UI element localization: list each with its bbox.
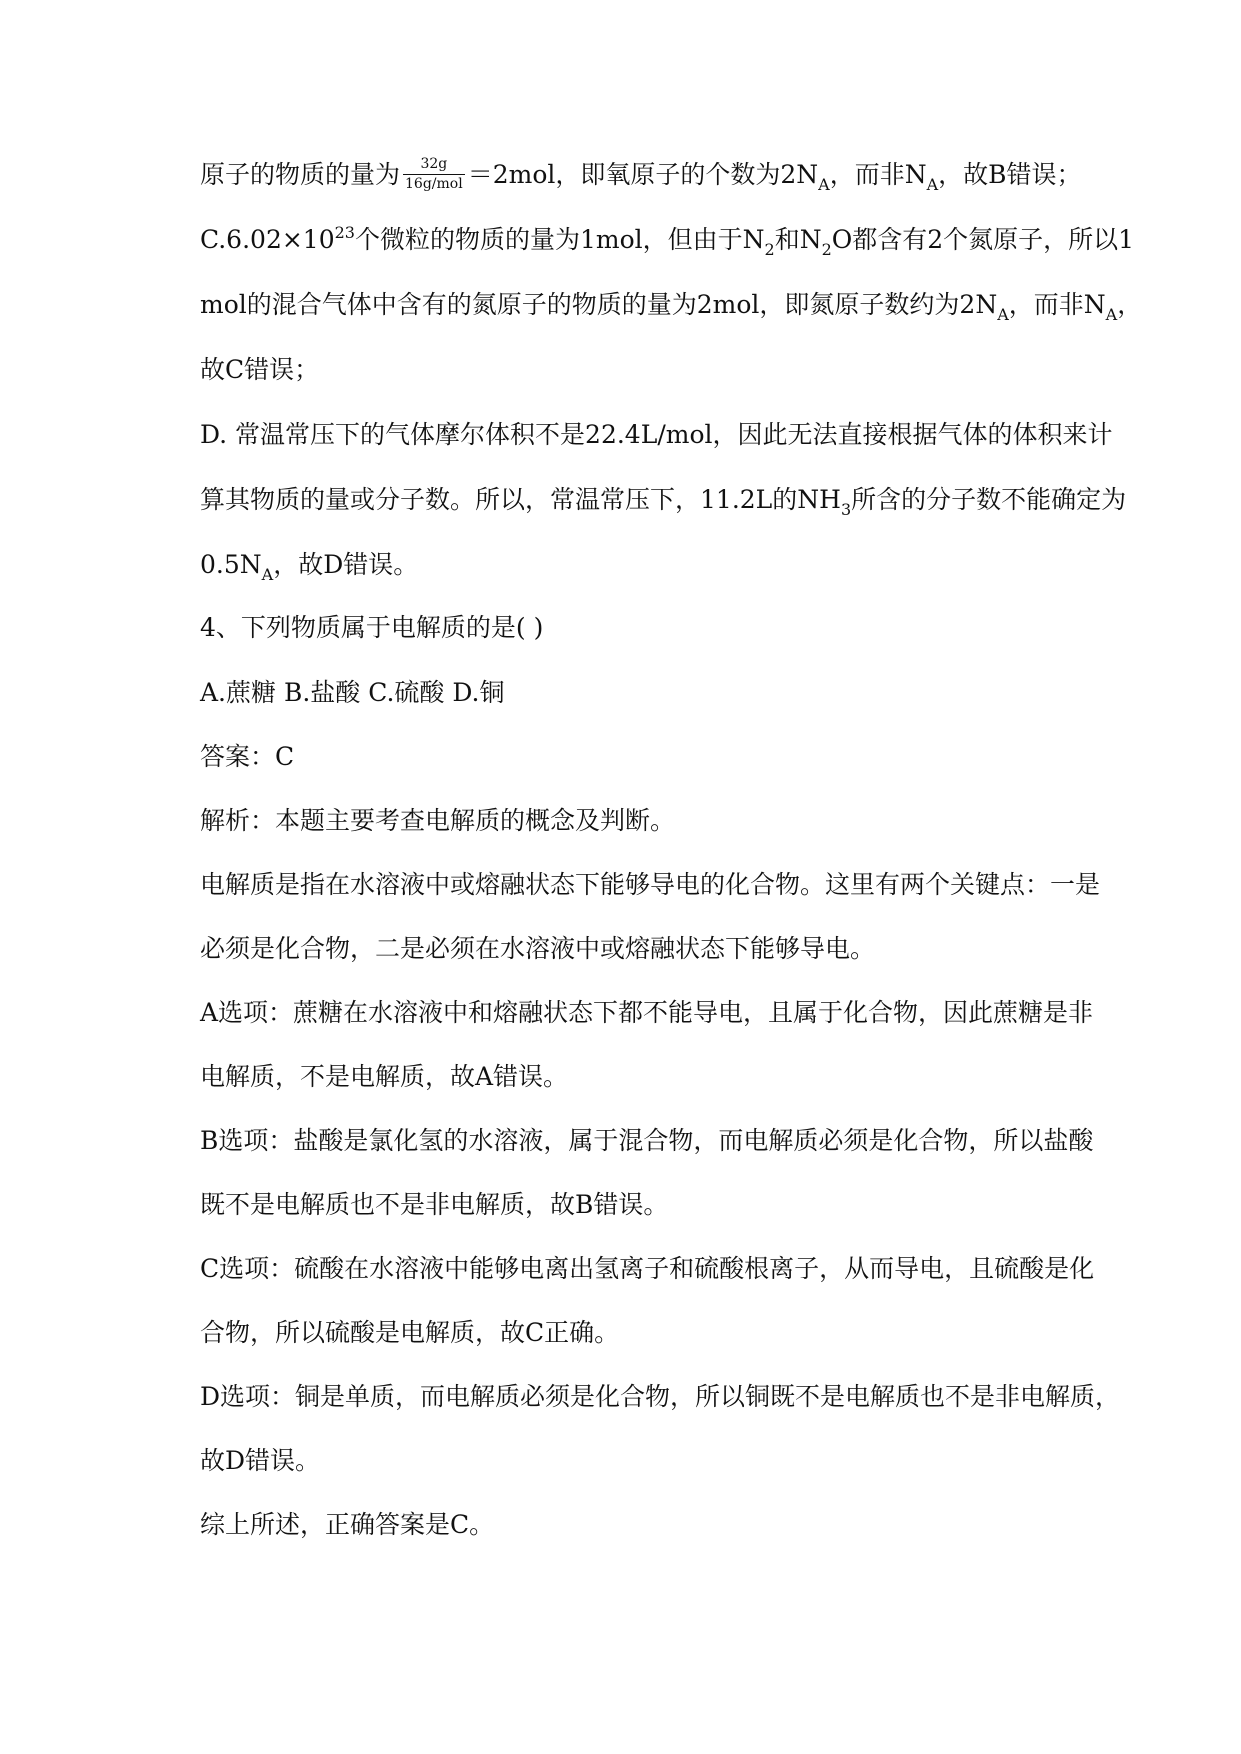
text-segment: A选项：蔗糖在水溶液中和熔融状态下都不能导电，且属于化合物，因此蔗糖是非 (200, 998, 1094, 1027)
options-line (200, 675, 504, 711)
text-segment: D. 常温常压下的气体摩尔体积不是22.4L/mol，因此无法直接根据气体的体积来计 (200, 420, 1113, 449)
subscript: A (997, 305, 1009, 324)
text-segment: O都含有2个氮原子，所以1 (831, 225, 1135, 254)
text-line (200, 352, 319, 388)
text-segment: ，而非N (829, 160, 927, 189)
text-segment: ＝2mol，即氧原子的个数为2N (467, 160, 819, 189)
subscript: A (926, 175, 939, 194)
text-segment: 原子的物质的量为 (200, 160, 401, 189)
question-heading (200, 610, 543, 646)
text-segment: 故C错误； (200, 355, 320, 384)
text-line (200, 1059, 568, 1095)
text-line (200, 1251, 1094, 1287)
text-segment: 0.5N (200, 550, 262, 579)
text-line (200, 157, 1082, 193)
text-segment: 电解质，不是电解质，故A错误。 (200, 1062, 569, 1091)
fraction (403, 156, 465, 193)
subscript: A (818, 175, 830, 194)
text-segment: ，而非N (1008, 290, 1106, 319)
text-line (200, 867, 1100, 903)
text-segment: 解析：本题主要考查电解质的概念及判断。 (200, 806, 676, 835)
text-segment: A.蔗糖 B.盐酸 C.硫酸 D.铜 (200, 678, 505, 707)
fraction-denominator: 16g/mol (405, 176, 463, 192)
text-segment: 所含的分子数不能确定为 (851, 485, 1127, 514)
fraction-numerator: 32g (403, 156, 465, 175)
text-line (200, 1315, 619, 1351)
text-segment: 故D错误。 (200, 1446, 321, 1475)
text-line (200, 482, 1126, 518)
subscript: 3 (840, 500, 852, 519)
text-segment: 合物，所以硫酸是电解质，故C正确。 (200, 1318, 620, 1347)
text-segment: 答案：C (200, 742, 295, 771)
text-segment: ，故B错误； (938, 160, 1082, 189)
text-segment: 和N (774, 225, 822, 254)
text-segment: 必须是化合物，二是必须在水溶液中或熔融状态下能够导电。 (200, 934, 876, 963)
text-line (200, 547, 418, 583)
text-line (200, 995, 1093, 1031)
text-segment: ， (1117, 290, 1143, 319)
conclusion-line (200, 1507, 494, 1543)
subscript: 2 (764, 240, 775, 259)
answer-line (200, 739, 294, 775)
text-segment: D选项：铜是单质，而电解质必须是化合物，所以铜既不是电解质也不是非电解质， (200, 1382, 1121, 1411)
subscript: A (1105, 305, 1118, 324)
text-segment: 电解质是指在水溶液中或熔融状态下能够导电的化合物。这里有两个关键点：一是 (200, 870, 1101, 899)
text-segment: 个微粒的物质的量为1mol，但由于N (354, 225, 765, 254)
text-segment: 4、下列物质属于电解质的是( ) (200, 613, 544, 642)
text-line (200, 1379, 1120, 1415)
text-line (200, 1123, 1093, 1159)
analysis-heading (200, 803, 675, 839)
text-segment: mol的混合气体中含有的氮原子的物质的量为2mol，即氮原子数约为2N (200, 290, 998, 319)
superscript: 23 (334, 223, 355, 242)
text-segment: 综上所述，正确答案是C。 (200, 1510, 495, 1539)
text-line (200, 1443, 320, 1479)
text-segment: ，故D错误。 (273, 550, 419, 579)
text-segment: C.6.02×10 (200, 225, 335, 254)
text-segment: 算其物质的量或分子数。所以，常温常压下，11.2L的NH (200, 485, 841, 514)
text-line (200, 222, 1134, 258)
subscript: A (261, 565, 274, 584)
text-segment: 既不是电解质也不是非电解质，故B错误。 (200, 1190, 669, 1219)
text-line (200, 287, 1142, 323)
text-segment: C选项：硫酸在水溶液中能够电离出氢离子和硫酸根离子，从而导电，且硫酸是化 (200, 1254, 1095, 1283)
text-line (200, 1187, 668, 1223)
text-segment: B选项：盐酸是氯化氢的水溶液，属于混合物，而电解质必须是化合物，所以盐酸 (200, 1126, 1094, 1155)
subscript: 2 (821, 240, 832, 259)
text-line (200, 931, 875, 967)
text-line (200, 417, 1113, 453)
